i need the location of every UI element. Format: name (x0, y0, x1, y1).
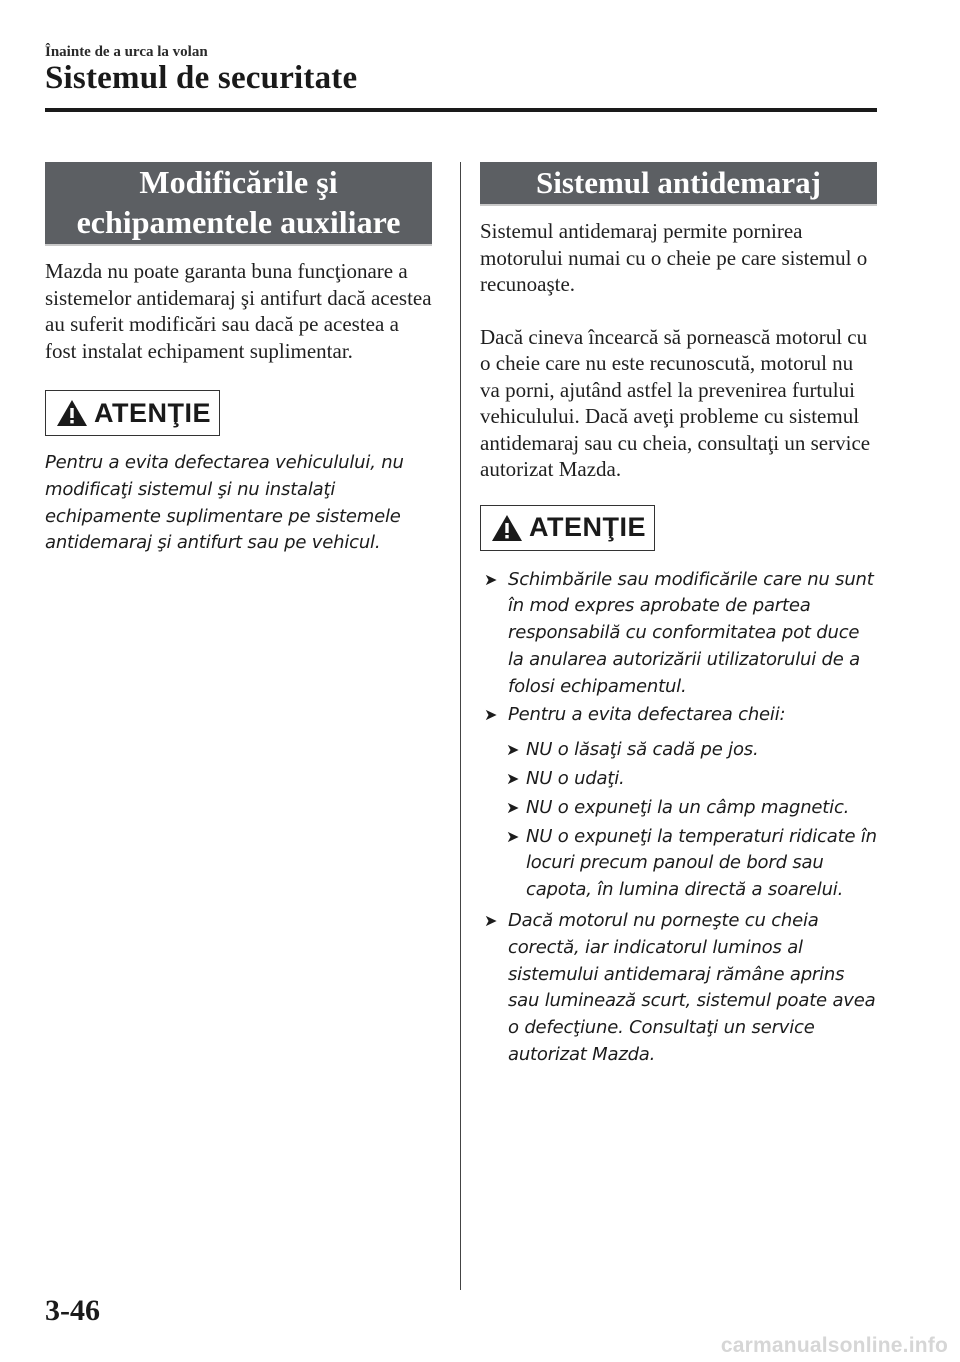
warning-label: ATENŢIE (529, 512, 646, 542)
list-item: ➤ Dacă motorul nu porneşte cu cheia corectă, iar indicatorul luminos al sistemului antidemaraj rămâne aprins sau luminează scurt, sistemul poate avea o defecţiune. Consultaţi un service autorizat Mazda. (484, 910, 876, 1066)
column-divider (460, 162, 461, 1290)
section-heading-text: Sistemul antidemaraj (535, 165, 821, 200)
section-heading-modifications (45, 162, 432, 246)
warning-box (480, 505, 655, 551)
list-item: ➤ Schimbările sau modificările care nu sunt în mod expres aprobate de partea responsabilă cu conformitatea pot duce la anularea autorizării utilizatorului de a folosi echipamentul. (484, 568, 874, 697)
warning-label: ATENŢIE (94, 397, 211, 428)
sub-list (508, 737, 877, 904)
list-item: ➤ Pentru a evita defectarea cheii: ➤ NU o lăsaţi să cadă pe jos. ➤ NU o udaţi. ➤ NU o expuneţi la un câmp magnetic. ➤ NU o expuneţi la temperaturi ridicate în locuri precum panoul de bord sau capota, în lumina directă a soarelui. (480, 702, 877, 904)
arrow-bullet-icon: ➤ (506, 769, 520, 789)
section-kicker: Înainte de a urca la volan (45, 44, 208, 60)
warning-box (45, 390, 220, 436)
section-heading-line1: Modificările şi (139, 164, 338, 200)
warning-list (480, 567, 877, 1069)
warning-triangle-icon (56, 399, 88, 427)
section-heading-immobilizer (480, 162, 877, 206)
arrow-bullet-icon: ➤ (506, 826, 520, 846)
arrow-bullet-icon: ➤ (506, 797, 520, 817)
page-title: Sistemul de securitate (45, 60, 358, 96)
immobilizer-paragraph-1: Sistemul antidemaraj permite pornirea motorului numai cu o cheie pe care sistemul o recunoaşte. (480, 219, 868, 296)
arrow-bullet-icon: ➤ (484, 911, 498, 931)
arrow-bullet-icon: ➤ (484, 705, 498, 725)
left-column (45, 162, 432, 557)
list-item: ➤ NU o udaţi. (508, 766, 877, 793)
list-item: ➤ NU o expuneţi la un câmp magnetic. (508, 795, 877, 822)
list-item: ➤ NU o expuneţi la temperaturi ridicate în locuri precum panoul de bord sau capota, în lumina directă a soarelui. (506, 825, 877, 901)
right-column (480, 162, 877, 1069)
arrow-bullet-icon: ➤ (506, 740, 520, 760)
warning-triangle-icon (491, 514, 523, 542)
page-number: 3-46 (45, 1294, 100, 1327)
header-rule (45, 108, 877, 112)
immobilizer-paragraph-2: Dacă cineva încearcă să pornească motorul cu o cheie care nu este recunoscută, motorul nu va porni, ajutând astfel la prevenirea furtului vehiculului. Dacă aveţi probleme cu sistemul antidemaraj sau cu cheia, consultaţi un service autorizat Mazda. (480, 324, 871, 481)
warning-text: Pentru a evita defectarea vehiculului, nu modificaţi sistemul şi nu instalaţi echipamente suplimentare pe sistemele antidemaraj şi antifurt sau pe vehicul. (45, 452, 404, 554)
modifications-paragraph: Mazda nu poate garanta buna funcţionare a sistemelor antidemaraj şi antifurt dacă acestea au suferit modificări sau dacă pe acestea a fost instalat echipament suplimentar. (45, 259, 432, 363)
arrow-bullet-icon: ➤ (484, 569, 498, 589)
section-heading-line2: echipamentele auxiliare (76, 204, 401, 240)
list-item: ➤ NU o lăsaţi să cadă pe jos. (508, 737, 877, 764)
watermark: carmanualsonline.info (720, 1334, 948, 1357)
